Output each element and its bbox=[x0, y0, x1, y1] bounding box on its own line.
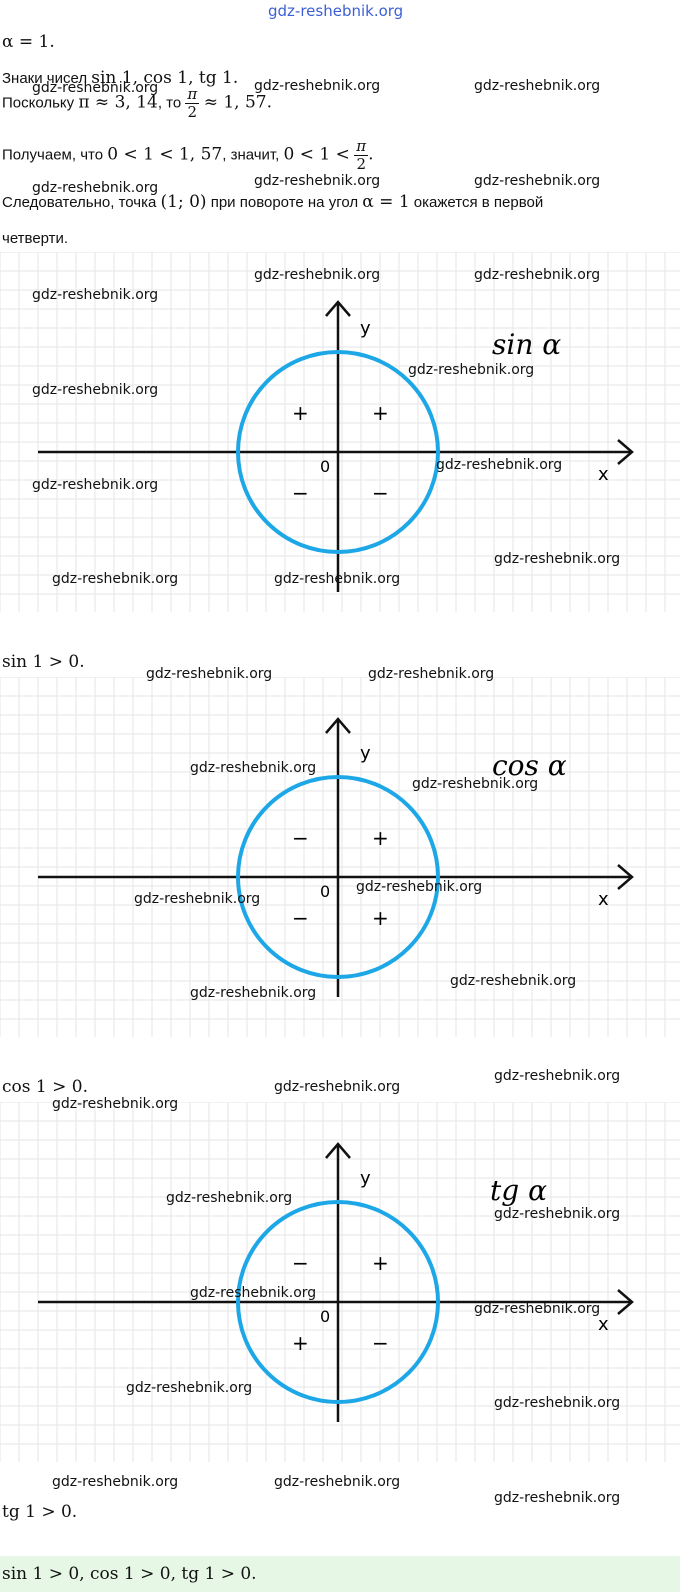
watermark: gdz-reshebnik.org bbox=[254, 267, 381, 283]
origin-label: 0 bbox=[320, 1307, 331, 1326]
fraction-numerator: π bbox=[187, 85, 198, 103]
watermark: gdz-reshebnik.org bbox=[32, 80, 159, 96]
watermark: gdz-reshebnik.org bbox=[474, 267, 601, 283]
watermark: gdz-reshebnik.org bbox=[274, 1079, 401, 1095]
watermark: gdz-reshebnik.org bbox=[474, 78, 601, 94]
sin-result: sin 1 > 0. bbox=[2, 652, 85, 672]
y-axis-label: y bbox=[360, 743, 371, 764]
watermark: gdz-reshebnik.org bbox=[126, 1380, 253, 1396]
watermark: gdz-reshebnik.org bbox=[356, 879, 483, 895]
x-axis-label: x bbox=[598, 889, 609, 910]
since-prefix: Поскольку bbox=[2, 94, 79, 112]
watermark: gdz-reshebnik.org bbox=[254, 78, 381, 94]
get-end: . bbox=[368, 144, 374, 165]
cos-unit-circle-graph bbox=[0, 677, 680, 1037]
q2-sign: − bbox=[292, 1251, 309, 1275]
y-axis-label: y bbox=[360, 1168, 371, 1189]
watermark: gdz-reshebnik.org bbox=[368, 666, 495, 682]
graph-title: tg α bbox=[490, 1174, 547, 1207]
watermark: gdz-reshebnik.org bbox=[494, 1206, 621, 1222]
watermark: gdz-reshebnik.org bbox=[494, 1490, 621, 1506]
x-axis-label: x bbox=[598, 1314, 609, 1335]
q2-sign: − bbox=[292, 826, 309, 850]
q1-sign: + bbox=[372, 401, 389, 425]
get-prefix: Получаем, что bbox=[2, 146, 108, 164]
watermark: gdz-reshebnik.org bbox=[190, 760, 317, 776]
get-mid: , значит, bbox=[222, 146, 284, 164]
watermark: gdz-reshebnik.org bbox=[412, 776, 539, 792]
signs-prefix: Знаки чисел bbox=[2, 70, 92, 87]
watermark: gdz-reshebnik.org bbox=[450, 973, 577, 989]
watermark: gdz-reshebnik.org bbox=[274, 571, 401, 587]
get-line bbox=[2, 138, 374, 173]
fraction-pi-over-2-b bbox=[354, 138, 368, 173]
conclusion-b: при повороте на угол bbox=[206, 194, 363, 211]
watermark: gdz-reshebnik.org bbox=[52, 1474, 179, 1490]
since-math-approx: ≈ 1, 57. bbox=[203, 92, 272, 113]
watermark: gdz-reshebnik.org bbox=[146, 666, 273, 682]
q3-sign: + bbox=[292, 1331, 309, 1355]
q4-sign: + bbox=[372, 906, 389, 930]
watermark: gdz-reshebnik.org bbox=[32, 477, 159, 493]
q2-sign: + bbox=[292, 401, 309, 425]
watermark: gdz-reshebnik.org bbox=[494, 551, 621, 567]
watermark: gdz-reshebnik.org bbox=[134, 891, 261, 907]
watermark: gdz-reshebnik.org bbox=[32, 180, 159, 196]
watermark: gdz-reshebnik.org bbox=[52, 1096, 179, 1112]
watermark: gdz-reshebnik.org bbox=[32, 287, 159, 303]
watermark: gdz-reshebnik.org bbox=[190, 1285, 317, 1301]
watermark: gdz-reshebnik.org bbox=[52, 571, 179, 587]
watermark: gdz-reshebnik.org bbox=[408, 362, 535, 378]
origin-label: 0 bbox=[320, 882, 331, 901]
conclusion-line-2: четверти. bbox=[2, 230, 69, 247]
watermark: gdz-reshebnik.org bbox=[166, 1190, 293, 1206]
fraction-denominator-b: 2 bbox=[356, 155, 366, 173]
since-to: , то bbox=[157, 94, 186, 112]
since-math-pi: π ≈ 3, 14 bbox=[78, 92, 158, 113]
conclusion-point: (1; 0) bbox=[160, 192, 207, 212]
watermark: gdz-reshebnik.org bbox=[274, 1474, 401, 1490]
watermark: gdz-reshebnik.org bbox=[494, 1395, 621, 1411]
grid bbox=[0, 677, 680, 1037]
fraction-numerator-b: π bbox=[356, 137, 367, 155]
signs-math: sin 1, cos 1, tg 1. bbox=[91, 68, 239, 88]
answer-text: sin 1 > 0, cos 1 > 0, tg 1 > 0. bbox=[2, 1564, 257, 1584]
conclusion-a: Следовательно, точка bbox=[2, 194, 161, 211]
watermark: gdz-reshebnik.org bbox=[474, 1301, 601, 1317]
answer-box bbox=[0, 1556, 680, 1592]
q4-sign: − bbox=[372, 1331, 389, 1355]
q1-sign: + bbox=[372, 826, 389, 850]
alpha-equation: α = 1. bbox=[2, 32, 55, 52]
graph-title: sin α bbox=[492, 328, 562, 361]
q3-sign: − bbox=[292, 906, 309, 930]
conclusion-c: окажется в первой bbox=[409, 194, 544, 211]
cos-result: cos 1 > 0. bbox=[2, 1077, 88, 1097]
watermark: gdz-reshebnik.org bbox=[190, 985, 317, 1001]
watermark: gdz-reshebnik.org bbox=[32, 382, 159, 398]
watermark: gdz-reshebnik.org bbox=[254, 173, 381, 189]
get-math-inequality: 0 < 1 < 1, 57 bbox=[107, 144, 223, 165]
conclusion-alpha: α = 1 bbox=[362, 192, 410, 212]
watermark: gdz-reshebnik.org bbox=[494, 1068, 621, 1084]
get-math-inequality-2: 0 < 1 < bbox=[283, 144, 350, 165]
q1-sign: + bbox=[372, 1251, 389, 1275]
site-header-link[interactable]: gdz-reshebnik.org bbox=[268, 2, 404, 20]
watermark: gdz-reshebnik.org bbox=[474, 173, 601, 189]
x-axis-label: x bbox=[598, 464, 609, 485]
y-axis-label: y bbox=[360, 318, 371, 339]
tg-result: tg 1 > 0. bbox=[2, 1502, 78, 1522]
q3-sign: − bbox=[292, 481, 309, 505]
graph-title: cos α bbox=[492, 749, 567, 782]
fraction-denominator: 2 bbox=[187, 103, 198, 121]
origin-label: 0 bbox=[320, 457, 331, 476]
watermark: gdz-reshebnik.org bbox=[436, 457, 563, 473]
fraction-pi-over-2 bbox=[185, 86, 199, 121]
q4-sign: − bbox=[372, 481, 389, 505]
